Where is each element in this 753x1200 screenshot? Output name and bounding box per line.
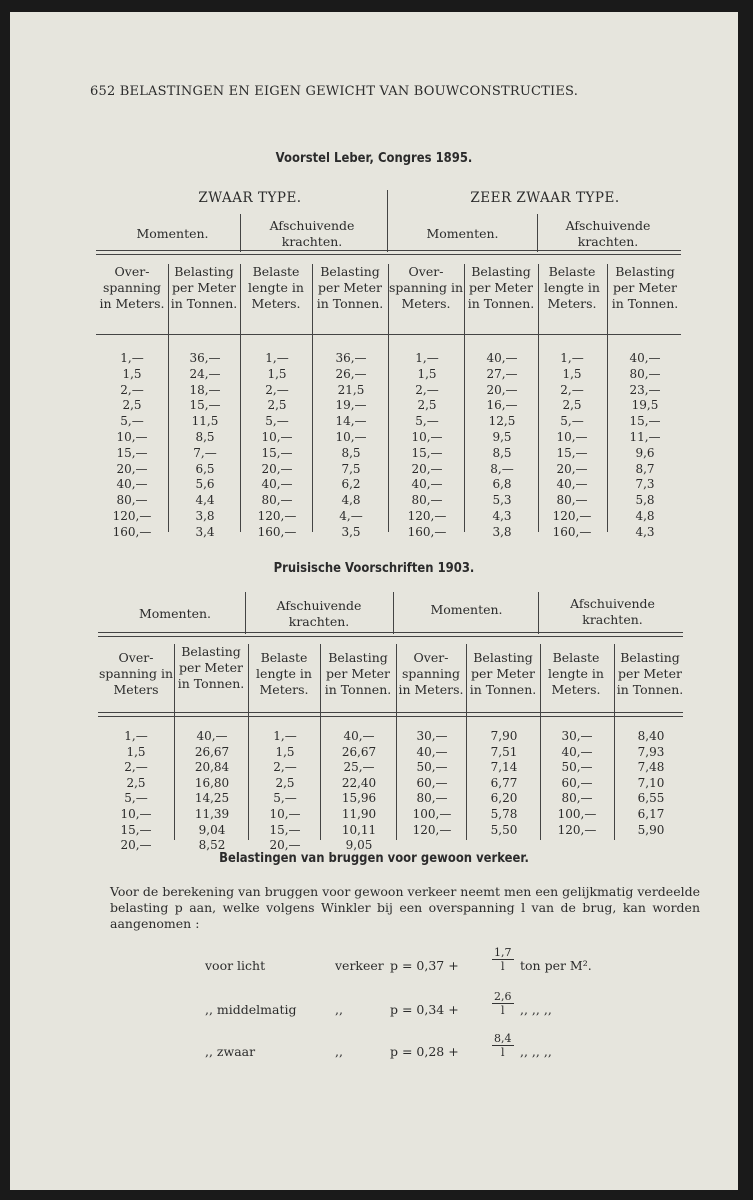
table1-cell: 10,— [556, 430, 588, 444]
table1-cell: 2,— [415, 382, 439, 397]
t1-h-belasting-3: Belasting per Meter in Tonnen. [467, 264, 535, 311]
table1-cell: 120,— [257, 509, 297, 523]
divider [388, 264, 389, 532]
section3-title: Belastingen van bruggen voor gewoon verkeer. [219, 850, 529, 866]
table1-cell: 1,— [265, 351, 289, 365]
divider [607, 264, 608, 532]
table1-cell: 1,— [120, 351, 144, 365]
table1-cell: 80,— [556, 493, 588, 508]
table2-cell: 8,40 [637, 729, 665, 743]
rule [96, 250, 681, 255]
t2-h-belasting-4: Belasting per Meter in Tonnen. [616, 650, 684, 697]
formula-label: ,, zwaar [205, 1044, 256, 1059]
table1-cell: 6,2 [341, 477, 361, 492]
table1-cell: 8,7 [635, 461, 655, 476]
table1-cell: 7,5 [341, 461, 361, 476]
rule [98, 632, 683, 637]
table2-cell: 15,— [269, 822, 301, 837]
table2-cell: 1,— [273, 729, 297, 743]
table2-cell: 2,— [273, 760, 297, 775]
table1-cell: 5,— [120, 414, 144, 429]
divider [540, 644, 541, 840]
fraction-denominator: l [500, 1046, 505, 1059]
table1-cell: 4,8 [635, 509, 655, 523]
t2-h-overspanning: Over- spanning in Meters [98, 650, 174, 697]
formula-label: ,, middelmatig [205, 1002, 297, 1017]
formula-lhs: p = 0,34 + [390, 1002, 459, 1017]
table1-cell: 14,— [335, 414, 367, 429]
table1-cell: 80,— [411, 493, 443, 508]
table1-cell: 20,— [261, 461, 293, 476]
table1-cell: 21,5 [337, 382, 365, 397]
formula-fraction [492, 946, 514, 973]
table2-cell: 5,50 [490, 822, 518, 837]
table2-cell: 1,— [124, 729, 148, 743]
table2-cell: 14,25 [194, 791, 230, 806]
t1-h-belasting-4: Belasting per Meter in Tonnen. [611, 264, 679, 311]
t1-h-overspanning-2: Over- spanning in Meters. [388, 264, 464, 311]
table1-cell: 15,— [116, 445, 148, 460]
table1-cell: 4,3 [635, 524, 655, 539]
table1-cell: 1,— [415, 351, 439, 365]
formula-lhs: p = 0,37 + [390, 958, 459, 973]
formula-unit: ton per M². [520, 958, 592, 973]
table2-cell: 40,— [561, 744, 593, 759]
t1-h-belasting: Belasting per Meter in Tonnen. [170, 264, 238, 311]
table2-cell: 40,— [343, 729, 375, 743]
table2-cell: 2,5 [126, 775, 146, 790]
table1-cell: 80,— [261, 493, 293, 508]
table1-cell: 20,— [116, 461, 148, 476]
fraction-denominator: l [500, 1004, 505, 1017]
table1-cell: 1,5 [122, 366, 142, 381]
table1-cell: 7,— [193, 445, 217, 460]
t1-h-lengte-2: Belaste lengte in Meters. [544, 264, 600, 311]
t2-h-overspanning-2: Over- spanning in Meters. [398, 650, 464, 697]
table1-cell: 11,5 [191, 414, 219, 429]
table1-cell: 1,5 [417, 366, 437, 381]
table1-cell: 12,5 [488, 414, 516, 429]
table2-title: Pruisische Voorschriften 1903. [273, 560, 475, 576]
formula-fraction [492, 990, 514, 1017]
t2-sub-afsch: Afschuivende krachten. [276, 598, 362, 629]
table2-cell: 40,— [196, 729, 228, 743]
t2-sub-momenten-2: Momenten. [430, 602, 503, 617]
divider [466, 644, 467, 840]
table1-cell: 8,5 [341, 445, 361, 460]
fraction-numerator: 1,7 [494, 946, 512, 959]
table1-cell: 160,— [257, 524, 297, 539]
t2-h-lengte: Belaste lengte in Meters. [256, 650, 312, 697]
table2-cell: 7,51 [490, 744, 518, 759]
t1-h-lengte: Belaste lengte in Meters. [248, 264, 304, 311]
table2-cell: 60,— [416, 775, 448, 790]
table2-cell: 5,— [273, 791, 297, 806]
table2-cell: 2,5 [275, 775, 295, 790]
t1-sub-afsch-2: Afschuivende krachten. [565, 218, 651, 249]
table1-cell: 40,— [486, 351, 518, 365]
table2-cell: 7,48 [637, 760, 665, 775]
table2-cell: 20,— [269, 838, 301, 853]
running-head: 652 BELASTINGEN EN EIGEN GEWICHT VAN BOUWCONSTRUCTIES. [90, 84, 579, 99]
table1-cell: 2,— [560, 382, 584, 397]
divider [464, 264, 465, 532]
table1-cell: 2,5 [122, 398, 142, 413]
table2-cell: 7,10 [637, 775, 665, 790]
table2-cell: 26,67 [341, 744, 377, 759]
table1-cell: 36,— [335, 351, 367, 365]
table1-cell: 19,5 [631, 398, 659, 413]
table1-cell: 160,— [407, 524, 447, 539]
divider [174, 644, 175, 840]
table1-cell: 20,— [411, 461, 443, 476]
table1-cell: 2,— [265, 382, 289, 397]
table2-cell: 25,— [343, 760, 375, 775]
table2-cell: 15,96 [341, 791, 377, 806]
table1-cell: 18,— [189, 382, 221, 397]
table1-cell: 20,— [486, 382, 518, 397]
table1-cell: 15,— [629, 414, 661, 429]
t2-sub-afsch-2: Afschuivende krachten. [570, 596, 655, 627]
table2-cell: 100,— [412, 807, 452, 821]
divider [240, 214, 241, 252]
table1-cell: 3,4 [195, 524, 215, 539]
table1-cell: 5,— [265, 414, 289, 429]
fraction-numerator: 2,6 [494, 990, 512, 1003]
table1-cell: 10,— [116, 430, 148, 444]
table2-cell: 9,05 [345, 838, 373, 853]
table2-cell: 1,5 [275, 744, 295, 759]
book-page [10, 12, 738, 1190]
divider [614, 644, 615, 840]
table2-cell: 50,— [416, 760, 448, 775]
table1-cell: 5,3 [492, 493, 512, 508]
table1-cell: 120,— [407, 509, 447, 523]
t1-h-belasting-2: Belasting per Meter in Tonnen. [316, 264, 384, 311]
table2-cell: 30,— [561, 729, 593, 743]
table1-cell: 2,— [120, 382, 144, 397]
table1-cell: 1,5 [267, 366, 287, 381]
table1-cell: 9,5 [492, 430, 512, 444]
table2-cell: 6,20 [490, 791, 518, 806]
table1-cell: 11,— [629, 430, 661, 444]
table1-cell: 40,— [556, 477, 588, 492]
divider [320, 644, 321, 840]
table1-cell: 8,5 [195, 430, 215, 444]
fraction-denominator: l [500, 960, 505, 973]
table2-cell: 100,— [557, 807, 597, 821]
t2-h-belasting: Belasting per Meter in Tonnen. [177, 644, 245, 691]
rule [98, 712, 683, 717]
table2-cell: 7,14 [490, 760, 518, 775]
table2-cell: 11,90 [341, 807, 377, 821]
table2-cell: 6,17 [637, 807, 665, 821]
t1-sub-momenten-2: Momenten. [426, 226, 499, 241]
table2-cell: 7,90 [490, 729, 518, 743]
table2-cell: 40,— [416, 744, 448, 759]
table1-cell: 24,— [189, 366, 221, 381]
table1-cell: 40,— [411, 477, 443, 492]
table1-cell: 2,5 [267, 398, 287, 413]
table2-cell: 5,78 [490, 807, 518, 821]
table1-cell: 8,— [490, 461, 514, 476]
t1-sub-momenten: Momenten. [136, 226, 209, 241]
formula-kind: ,, [335, 1044, 343, 1059]
table1-cell: 7,3 [635, 477, 655, 492]
table1-cell: 8,5 [492, 445, 512, 460]
table1-cell: 2,5 [417, 398, 437, 413]
divider [538, 264, 539, 532]
table2-cell: 120,— [412, 822, 452, 837]
formula-kind: verkeer [335, 958, 384, 973]
table2-cell: 6,55 [637, 791, 665, 806]
table2-cell: 30,— [416, 729, 448, 743]
table1-cell: 120,— [552, 509, 592, 523]
table1-cell: 6,5 [195, 461, 215, 476]
table2-cell: 120,— [557, 822, 597, 837]
table1-cell: 4,8 [341, 493, 361, 508]
table2-cell: 8,52 [198, 838, 226, 853]
formula-unit: ,, ,, ,, [520, 1002, 552, 1017]
table1-cell: 23,— [629, 382, 661, 397]
table1-cell: 9,6 [635, 445, 655, 460]
table1-group-zwaar: ZWAAR TYPE. [198, 190, 302, 206]
table1-cell: 6,8 [492, 477, 512, 492]
table1-cell: 120,— [112, 509, 152, 523]
divider [248, 644, 249, 840]
divider [240, 264, 241, 532]
table1-group-zeer-zwaar: ZEER ZWAAR TYPE. [470, 190, 620, 206]
table2-cell: 15,— [120, 822, 152, 837]
divider [245, 592, 246, 634]
formula-kind: ,, [335, 1002, 343, 1017]
table2-cell: 20,84 [194, 760, 230, 775]
table2-cell: 80,— [561, 791, 593, 806]
t2-sub-momenten: Momenten. [138, 606, 212, 621]
table2-cell: 10,— [269, 807, 301, 821]
table1-cell: 10,— [335, 430, 367, 444]
table2-cell: 50,— [561, 760, 593, 775]
table1-title: Voorstel Leber, Congres 1895. [275, 150, 473, 166]
divider [393, 592, 394, 634]
table1-cell: 1,— [560, 351, 584, 365]
table1-cell: 10,— [261, 430, 293, 444]
table2-cell: 80,— [416, 791, 448, 806]
table2-cell: 22,40 [341, 775, 377, 790]
table2-cell: 26,67 [194, 744, 230, 759]
table1-cell: 15,— [556, 445, 588, 460]
divider [538, 592, 539, 634]
table2-cell: 1,5 [126, 744, 146, 759]
t2-h-lengte-2: Belaste lengte in Meters. [548, 650, 604, 697]
table1-cell: 160,— [112, 524, 152, 539]
table1-cell: 40,— [116, 477, 148, 492]
table1-cell: 2,5 [562, 398, 582, 413]
table1-cell: 15,— [261, 445, 293, 460]
fraction-numerator: 8,4 [494, 1032, 512, 1045]
table2-cell: 11,39 [194, 807, 230, 821]
table1-cell: 3,8 [195, 509, 215, 523]
table1-cell: 80,— [629, 366, 661, 381]
formula-unit: ,, ,, ,, [520, 1044, 552, 1059]
table1-cell: 40,— [261, 477, 293, 492]
table1-cell: 160,— [552, 524, 592, 539]
table2-cell: 16,80 [194, 775, 230, 790]
table2-cell: 20,— [120, 838, 152, 853]
section3-paragraph: Voor de berekening van bruggen voor gewoon verkeer neemt men een gelijkmatig verdeelde belasting p aan, welke volgens Winkler bij een overspanning l van de brug, kan worden aangenomen : [110, 884, 700, 931]
table1-cell: 1,5 [562, 366, 582, 381]
table1-cell: 36,— [189, 351, 221, 365]
table1-cell: 3,8 [492, 524, 512, 539]
table1-cell: 15,— [189, 398, 221, 413]
table1-cell: 40,— [629, 351, 661, 365]
table1-cell: 4,4 [195, 493, 215, 508]
table2-cell: 7,93 [637, 744, 665, 759]
table2-cell: 10,— [120, 807, 152, 821]
table1-cell: 4,— [339, 509, 363, 523]
table1-cell: 19,— [335, 398, 367, 413]
table1-cell: 3,5 [341, 524, 361, 539]
table2-cell: 60,— [561, 775, 593, 790]
table1-cell: 5,6 [195, 477, 215, 492]
table1-cell: 4,3 [492, 509, 512, 523]
table1-cell: 20,— [556, 461, 588, 476]
table1-cell: 80,— [116, 493, 148, 508]
divider [387, 190, 388, 252]
t2-h-belasting-3: Belasting per Meter in Tonnen. [469, 650, 537, 697]
divider [396, 644, 397, 840]
table1-cell: 5,8 [635, 493, 655, 508]
table1-cell: 27,— [486, 366, 518, 381]
t1-sub-afsch: Afschuivende krachten. [269, 218, 355, 249]
table2-cell: 10,11 [341, 822, 377, 837]
formula-lhs: p = 0,28 + [390, 1044, 459, 1059]
table2-cell: 6,77 [490, 775, 518, 790]
table2-cell: 2,— [124, 760, 148, 775]
table1-cell: 5,— [560, 414, 584, 429]
table2-cell: 9,04 [198, 822, 226, 837]
formula-label: voor licht [205, 958, 266, 973]
table1-cell: 15,— [411, 445, 443, 460]
t2-h-belasting-2: Belasting per Meter in Tonnen. [324, 650, 392, 697]
table1-cell: 10,— [411, 430, 443, 444]
divider [312, 264, 313, 532]
table2-cell: 5,— [124, 791, 148, 806]
table1-cell: 16,— [486, 398, 518, 413]
table1-cell: 26,— [335, 366, 367, 381]
formula-fraction [492, 1032, 514, 1059]
table1-cell: 5,— [415, 414, 439, 429]
divider [168, 264, 169, 532]
table2-cell: 5,90 [637, 822, 665, 837]
t1-h-overspanning: Over- spanning in Meters. [99, 264, 165, 311]
